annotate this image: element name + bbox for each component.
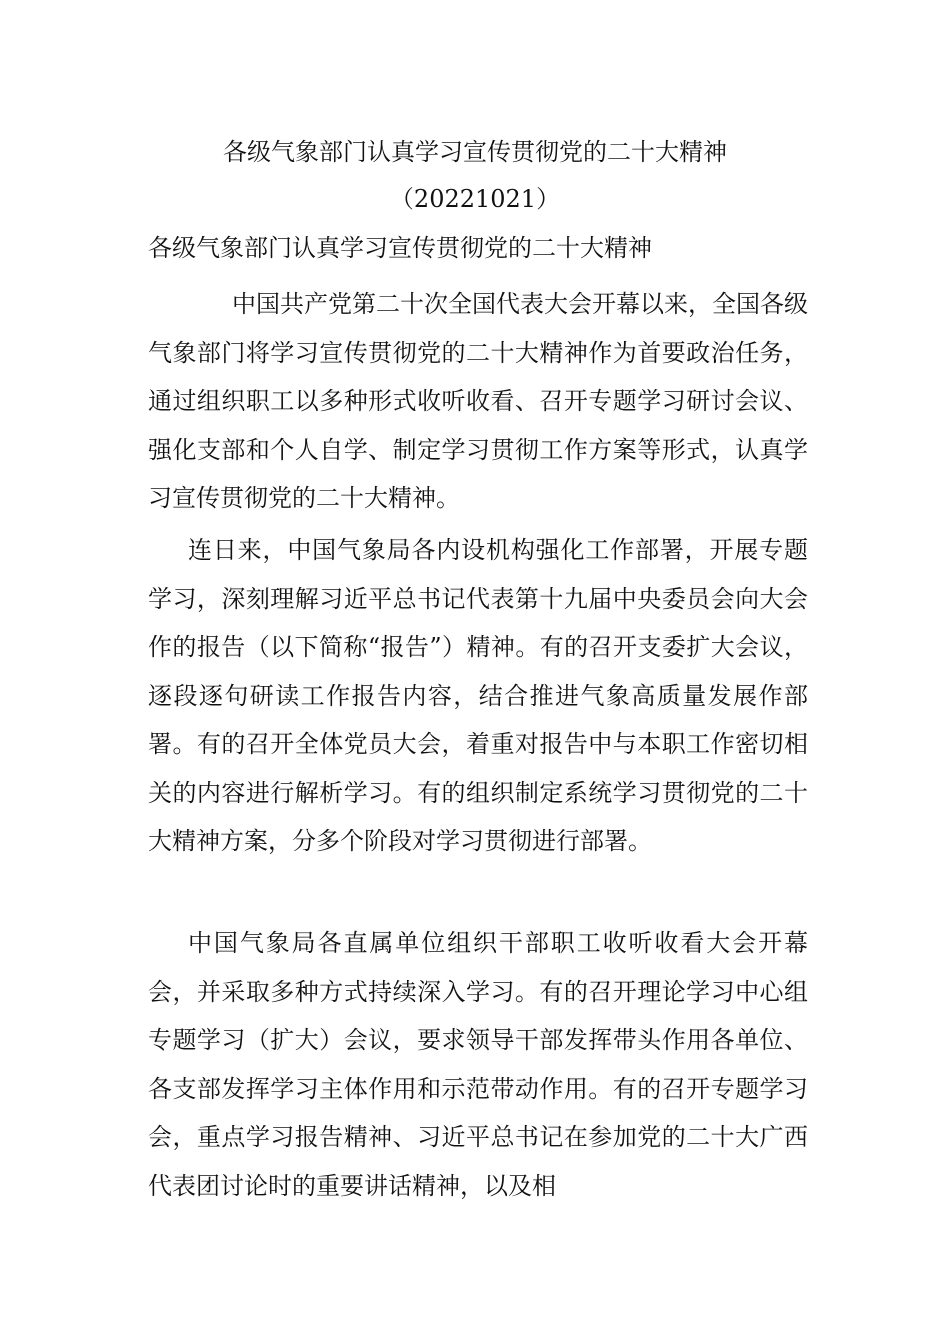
document-date: （20221021） xyxy=(389,185,561,213)
article-heading: 各级气象部门认真学习宣传贯彻党的二十大精神 xyxy=(148,234,652,262)
paragraph-3: 中国气象局各直属单位组织干部职工收听收看大会开幕会，并采取多种方式持续深入学习。有的召开理论学习中心组专题学习（扩大）会议，要求领导干部发挥带头作用各单位、各支部发挥学习主体作用和示范带动作用。有的召开专题学习会，重点学习报告精神、习近平总书记在参加党的二十大广西代表团讨论时的重要讲话精神，以及相 xyxy=(148,929,808,1200)
document-title: 各级气象部门认真学习宣传贯彻党的二十大精神 xyxy=(223,138,727,166)
paragraph-1: 中国共产党第二十次全国代表大会开幕以来，全国各级气象部门将学习宣传贯彻党的二十大精神作为首要政治任务，通过组织职工以多种形式收听收看、召开专题学习研讨会议、强化支部和个人自学、制定学习贯彻工作方案等形式，认真学习宣传贯彻党的二十大精神。 xyxy=(148,290,808,512)
paragraph-2: 连日来，中国气象局各内设机构强化工作部署，开展专题学习，深刻理解习近平总书记代表第十九届中央委员会向大会作的报告（以下简称“报告”）精神。有的召开支委扩大会议，逐段逐句研读工作报告内容，结合推进气象高质量发展作部署。有的召开全体党员大会，着重对报告中与本职工作密切相关的内容进行解析学习。有的组织制定系统学习贯彻党的二十大精神方案，分多个阶段对学习贯彻进行部署。 xyxy=(148,536,808,855)
